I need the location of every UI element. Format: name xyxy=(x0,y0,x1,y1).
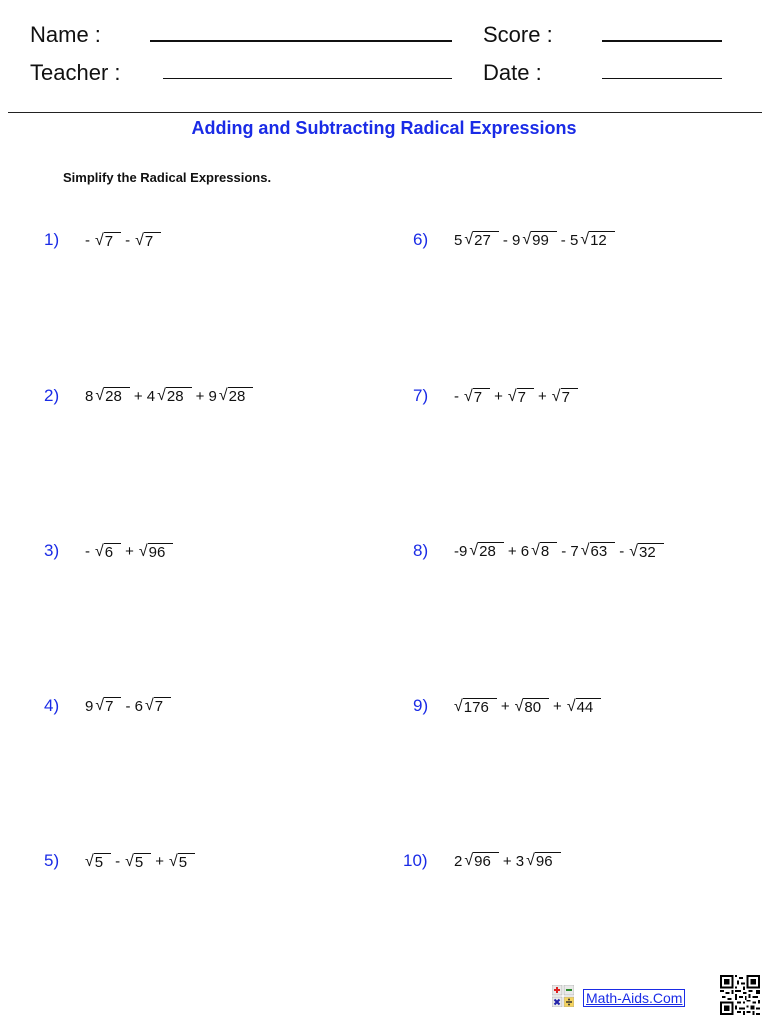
square-root-icon: √ xyxy=(629,543,638,560)
radicand: 32 xyxy=(638,543,664,561)
operator: - xyxy=(85,232,90,249)
square-root-icon: √ xyxy=(526,852,535,869)
radicand: 5 xyxy=(178,853,195,871)
square-root-icon: √ xyxy=(580,542,590,559)
coefficient: -9 xyxy=(454,543,468,560)
problem-number: 10) xyxy=(403,851,428,870)
radical-term xyxy=(169,853,195,871)
coefficient: + 6 xyxy=(507,543,530,560)
square-root-icon: √ xyxy=(95,697,105,714)
radical-term xyxy=(135,232,161,250)
coefficient: - 6 xyxy=(125,698,143,715)
radicand: 7 xyxy=(517,388,534,406)
teacher-field[interactable] xyxy=(163,78,452,79)
square-root-icon: √ xyxy=(218,387,228,404)
radicand: 12 xyxy=(589,231,615,249)
operator: - xyxy=(85,543,90,560)
operator: - xyxy=(115,853,121,870)
coefficient: 8 xyxy=(85,388,94,405)
problem-5 xyxy=(44,851,199,871)
instructions: Simplify the Radical Expressions. xyxy=(63,170,272,185)
coefficient: 9 xyxy=(85,698,94,715)
radical-term xyxy=(139,543,173,561)
radical-term xyxy=(454,852,499,870)
radicand: 96 xyxy=(535,852,561,870)
square-root-icon: √ xyxy=(514,698,524,715)
radical-term xyxy=(567,698,601,716)
square-root-icon: √ xyxy=(95,543,104,560)
radicand: 7 xyxy=(104,697,121,715)
problem-number: 6) xyxy=(413,230,429,249)
radicand: 80 xyxy=(523,698,549,716)
radicand: 96 xyxy=(473,852,499,870)
problem-expression xyxy=(454,852,565,870)
operator: - xyxy=(619,543,625,560)
square-root-icon: √ xyxy=(580,231,590,248)
header-divider xyxy=(8,112,762,113)
radical-term xyxy=(508,542,557,560)
operator: + xyxy=(553,698,562,715)
radicand: 8 xyxy=(540,542,557,560)
square-root-icon: √ xyxy=(464,852,474,869)
problem-number: 4) xyxy=(44,696,60,715)
problem-9 xyxy=(413,696,605,716)
radical-term xyxy=(454,698,497,716)
problem-expression xyxy=(454,698,605,716)
problem-expression xyxy=(85,697,175,715)
radicand: 96 xyxy=(148,543,174,561)
problem-number: 3) xyxy=(44,541,60,560)
radicand: 27 xyxy=(473,231,499,249)
problem-4 xyxy=(44,696,175,716)
coefficient: 2 xyxy=(454,853,463,870)
date-field[interactable] xyxy=(602,78,722,79)
qr-code-icon xyxy=(720,975,760,1015)
radicand: 6 xyxy=(104,543,121,561)
radical-term xyxy=(503,852,561,870)
math-aids-link[interactable]: Math-Aids.Com xyxy=(583,989,685,1007)
radical-term xyxy=(454,231,499,249)
square-root-icon: √ xyxy=(169,853,178,870)
operator: + xyxy=(155,853,165,870)
problem-expression xyxy=(85,853,199,871)
name-label: Name : xyxy=(30,22,101,47)
square-root-icon: √ xyxy=(566,698,576,715)
square-root-icon: √ xyxy=(464,231,474,248)
square-root-icon: √ xyxy=(125,853,134,870)
square-root-icon: √ xyxy=(454,698,463,715)
problem-number: 2) xyxy=(44,386,60,405)
problem-expression xyxy=(454,542,668,561)
radicand: 7 xyxy=(473,388,490,406)
radical-term xyxy=(561,542,615,560)
square-root-icon: √ xyxy=(144,697,154,714)
worksheet-title: Adding and Subtracting Radical Expressions xyxy=(191,118,577,138)
radical-term xyxy=(196,387,254,405)
radicand: 28 xyxy=(166,387,192,405)
coefficient: - 7 xyxy=(561,543,579,560)
radicand: 7 xyxy=(154,697,171,715)
coefficient: + 4 xyxy=(133,388,156,405)
square-root-icon: √ xyxy=(85,853,94,870)
radical-term xyxy=(464,388,490,406)
radical-term xyxy=(125,697,171,715)
problem-expression xyxy=(85,543,177,561)
square-root-icon: √ xyxy=(507,388,517,405)
teacher-label: Teacher : xyxy=(30,60,121,85)
radical-term xyxy=(134,387,192,405)
operator: + xyxy=(538,388,547,405)
square-root-icon: √ xyxy=(95,387,105,404)
radical-term xyxy=(85,387,130,405)
problem-3 xyxy=(44,541,177,561)
radical-term xyxy=(85,697,121,715)
radical-term xyxy=(95,543,121,561)
square-root-icon: √ xyxy=(469,542,479,559)
problem-number: 9) xyxy=(413,696,429,715)
square-root-icon: √ xyxy=(464,388,473,405)
radicand: 28 xyxy=(104,387,130,405)
operator: + xyxy=(125,543,134,560)
problem-expression xyxy=(85,232,165,250)
radicand: 5 xyxy=(134,853,151,871)
operator: - xyxy=(454,388,459,405)
radicand: 99 xyxy=(531,231,557,249)
radicand: 5 xyxy=(94,853,111,871)
problem-number: 1) xyxy=(44,230,60,249)
problem-2 xyxy=(44,386,257,406)
name-field[interactable] xyxy=(150,40,452,42)
radical-term xyxy=(552,388,578,406)
square-root-icon: √ xyxy=(522,231,532,248)
radical-term xyxy=(508,388,534,406)
radicand: 176 xyxy=(463,698,497,716)
square-root-icon: √ xyxy=(135,232,144,249)
radicand: 7 xyxy=(561,388,578,406)
radicand: 28 xyxy=(478,542,504,560)
radical-term xyxy=(85,853,111,871)
radical-term xyxy=(454,542,504,560)
radicand: 28 xyxy=(228,387,254,405)
coefficient: - 5 xyxy=(560,232,579,249)
square-root-icon: √ xyxy=(551,388,561,405)
radical-term xyxy=(95,232,121,250)
math-aids-logo-icon xyxy=(552,985,574,1007)
score-label: Score : xyxy=(483,22,553,47)
operator: + xyxy=(494,388,503,405)
square-root-icon: √ xyxy=(95,232,104,249)
operator: + xyxy=(500,698,510,715)
square-root-icon: √ xyxy=(138,543,148,560)
radicand: 7 xyxy=(144,232,161,250)
coefficient: 5 xyxy=(454,232,463,249)
radical-term xyxy=(515,698,549,716)
radicand: 44 xyxy=(576,698,602,716)
radical-term xyxy=(503,231,557,249)
operator: - xyxy=(125,232,131,249)
coefficient: - 9 xyxy=(502,232,521,249)
problem-10 xyxy=(403,851,565,871)
radical-term xyxy=(125,853,151,871)
square-root-icon: √ xyxy=(531,542,540,559)
coefficient: + 3 xyxy=(502,853,525,870)
score-field[interactable] xyxy=(602,40,722,42)
problem-number: 8) xyxy=(413,541,429,560)
square-root-icon: √ xyxy=(157,387,166,404)
problem-6 xyxy=(413,230,619,250)
problem-expression xyxy=(454,231,619,249)
radical-term xyxy=(629,543,663,561)
problem-expression xyxy=(454,388,582,406)
coefficient: + 9 xyxy=(195,388,217,405)
radicand: 7 xyxy=(104,232,121,250)
problem-7 xyxy=(413,386,582,406)
problem-1 xyxy=(44,230,165,250)
radical-term xyxy=(561,231,615,249)
problem-number: 7) xyxy=(413,386,429,405)
date-label: Date : xyxy=(483,60,542,85)
problem-8 xyxy=(413,541,668,561)
problem-number: 5) xyxy=(44,851,60,870)
radicand: 63 xyxy=(590,542,616,560)
problem-expression xyxy=(85,387,257,405)
